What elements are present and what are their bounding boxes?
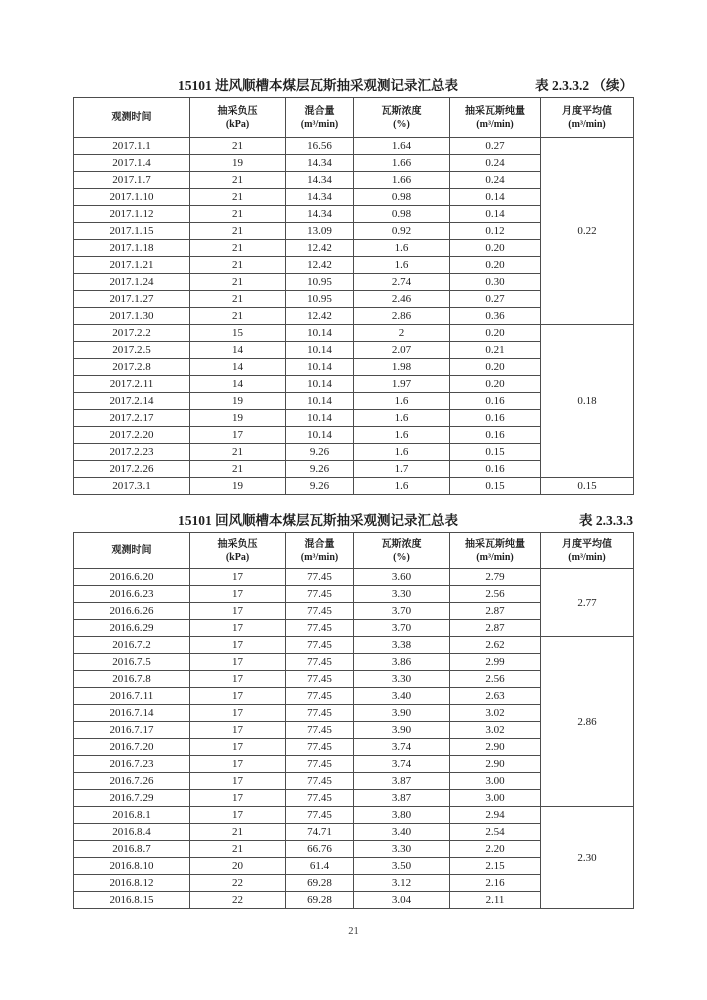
cell-gas-concentration: 2.74 [354, 274, 450, 291]
cell-observation-date: 2017.2.26 [74, 461, 190, 478]
cell-mixed-flow: 77.45 [286, 671, 354, 688]
cell-mixed-flow: 77.45 [286, 722, 354, 739]
column-header-unit: (m³/min) [568, 118, 606, 130]
column-header-name: 混合量 [304, 538, 335, 550]
column-header-name: 抽采负压 [217, 105, 258, 117]
table-row [74, 478, 634, 495]
cell-observation-date: 2017.3.1 [74, 478, 190, 495]
cell-suction-pressure: 17 [190, 790, 286, 807]
cell-mixed-flow: 9.26 [286, 478, 354, 495]
cell-pure-gas-flow: 0.14 [450, 189, 541, 206]
cell-suction-pressure: 17 [190, 654, 286, 671]
cell-gas-concentration: 3.38 [354, 637, 450, 654]
cell-observation-date: 2016.7.2 [74, 637, 190, 654]
cell-gas-concentration: 3.70 [354, 620, 450, 637]
cell-pure-gas-flow: 2.20 [450, 841, 541, 858]
cell-mixed-flow: 77.45 [286, 688, 354, 705]
cell-pure-gas-flow: 2.56 [450, 586, 541, 603]
cell-gas-concentration: 1.6 [354, 444, 450, 461]
cell-pure-gas-flow: 0.16 [450, 410, 541, 427]
cell-suction-pressure: 17 [190, 620, 286, 637]
cell-observation-date: 2017.1.30 [74, 308, 190, 325]
cell-mixed-flow: 10.95 [286, 291, 354, 308]
column-header-unit: (%) [393, 551, 410, 563]
cell-pure-gas-flow: 2.56 [450, 671, 541, 688]
table-header [74, 98, 634, 138]
cell-suction-pressure: 21 [190, 841, 286, 858]
cell-pure-gas-flow: 3.02 [450, 705, 541, 722]
cell-mixed-flow: 10.14 [286, 342, 354, 359]
column-header-unit: (m³/min) [568, 551, 606, 563]
cell-pure-gas-flow: 0.20 [450, 376, 541, 393]
cell-mixed-flow: 77.45 [286, 637, 354, 654]
table-title-return [73, 513, 633, 529]
column-header-name: 抽采负压 [217, 538, 258, 550]
cell-pure-gas-flow: 0.12 [450, 223, 541, 240]
cell-observation-date: 2016.7.23 [74, 756, 190, 773]
table-title-intake [73, 78, 633, 94]
cell-suction-pressure: 17 [190, 722, 286, 739]
cell-gas-concentration: 3.74 [354, 739, 450, 756]
column-header-name: 观测时间 [111, 545, 152, 556]
cell-suction-pressure: 17 [190, 586, 286, 603]
cell-observation-date: 2017.2.17 [74, 410, 190, 427]
column-header [354, 98, 450, 138]
cell-pure-gas-flow: 0.36 [450, 308, 541, 325]
cell-observation-date: 2016.8.7 [74, 841, 190, 858]
cell-observation-date: 2017.1.21 [74, 257, 190, 274]
column-header-name: 月度平均值 [562, 538, 612, 550]
cell-suction-pressure: 17 [190, 603, 286, 620]
cell-mixed-flow: 10.14 [286, 410, 354, 427]
cell-suction-pressure: 17 [190, 773, 286, 790]
cell-pure-gas-flow: 2.63 [450, 688, 541, 705]
gas-extraction-table-return [73, 532, 634, 909]
cell-observation-date: 2016.7.20 [74, 739, 190, 756]
column-header [190, 533, 286, 569]
cell-pure-gas-flow: 2.90 [450, 739, 541, 756]
cell-mixed-flow: 77.45 [286, 654, 354, 671]
cell-suction-pressure: 21 [190, 240, 286, 257]
cell-suction-pressure: 21 [190, 172, 286, 189]
cell-suction-pressure: 17 [190, 569, 286, 586]
cell-mixed-flow: 13.09 [286, 223, 354, 240]
cell-monthly-average: 0.22 [541, 138, 634, 325]
page-content [73, 0, 633, 909]
cell-pure-gas-flow: 2.99 [450, 654, 541, 671]
column-header-unit: (%) [393, 118, 410, 130]
cell-suction-pressure: 21 [190, 189, 286, 206]
cell-observation-date: 2017.1.12 [74, 206, 190, 223]
cell-observation-date: 2016.7.8 [74, 671, 190, 688]
column-header-name: 月度平均值 [562, 105, 612, 117]
cell-suction-pressure: 14 [190, 342, 286, 359]
cell-pure-gas-flow: 2.16 [450, 875, 541, 892]
cell-gas-concentration: 0.92 [354, 223, 450, 240]
cell-observation-date: 2016.8.1 [74, 807, 190, 824]
table-number-label: 表 2.3.3.3 [579, 513, 633, 528]
cell-observation-date: 2017.2.14 [74, 393, 190, 410]
table-body [74, 138, 634, 495]
cell-pure-gas-flow: 2.90 [450, 756, 541, 773]
cell-observation-date: 2017.1.10 [74, 189, 190, 206]
table-row [74, 325, 634, 342]
cell-mixed-flow: 77.45 [286, 586, 354, 603]
cell-pure-gas-flow: 2.87 [450, 603, 541, 620]
cell-suction-pressure: 21 [190, 291, 286, 308]
cell-mixed-flow: 61.4 [286, 858, 354, 875]
cell-mixed-flow: 14.34 [286, 155, 354, 172]
cell-gas-concentration: 1.6 [354, 257, 450, 274]
cell-pure-gas-flow: 0.24 [450, 172, 541, 189]
cell-mixed-flow: 16.56 [286, 138, 354, 155]
cell-observation-date: 2017.2.11 [74, 376, 190, 393]
cell-gas-concentration: 3.30 [354, 586, 450, 603]
cell-pure-gas-flow: 2.11 [450, 892, 541, 909]
cell-pure-gas-flow: 2.54 [450, 824, 541, 841]
cell-monthly-average: 2.77 [541, 569, 634, 637]
column-header-unit: (m³/min) [300, 551, 339, 563]
table-body [74, 569, 634, 909]
cell-suction-pressure: 17 [190, 705, 286, 722]
cell-suction-pressure: 21 [190, 824, 286, 841]
cell-gas-concentration: 3.86 [354, 654, 450, 671]
cell-gas-concentration: 3.90 [354, 705, 450, 722]
cell-suction-pressure: 21 [190, 308, 286, 325]
cell-mixed-flow: 9.26 [286, 461, 354, 478]
cell-monthly-average: 2.30 [541, 807, 634, 909]
cell-pure-gas-flow: 0.16 [450, 427, 541, 444]
cell-suction-pressure: 21 [190, 461, 286, 478]
cell-mixed-flow: 12.42 [286, 240, 354, 257]
table-row [74, 637, 634, 654]
cell-observation-date: 2017.1.7 [74, 172, 190, 189]
cell-suction-pressure: 19 [190, 478, 286, 495]
cell-suction-pressure: 19 [190, 410, 286, 427]
table-title-text: 15101 进风顺槽本煤层瓦斯抽采观测记录汇总表 [177, 78, 459, 93]
cell-observation-date: 2017.2.2 [74, 325, 190, 342]
cell-pure-gas-flow: 0.20 [450, 325, 541, 342]
column-header [74, 98, 190, 138]
cell-observation-date: 2016.6.23 [74, 586, 190, 603]
cell-observation-date: 2017.1.4 [74, 155, 190, 172]
cell-monthly-average: 0.15 [541, 478, 634, 495]
cell-gas-concentration: 1.66 [354, 155, 450, 172]
cell-suction-pressure: 20 [190, 858, 286, 875]
column-header-unit: (m³/min) [476, 551, 514, 563]
cell-mixed-flow: 14.34 [286, 206, 354, 223]
cell-observation-date: 2017.2.8 [74, 359, 190, 376]
column-header [190, 98, 286, 138]
cell-gas-concentration: 3.80 [354, 807, 450, 824]
cell-monthly-average: 2.86 [541, 637, 634, 807]
cell-gas-concentration: 1.6 [354, 410, 450, 427]
cell-gas-concentration: 1.97 [354, 376, 450, 393]
cell-gas-concentration: 2.46 [354, 291, 450, 308]
cell-mixed-flow: 12.42 [286, 308, 354, 325]
column-header [354, 533, 450, 569]
cell-mixed-flow: 10.14 [286, 376, 354, 393]
cell-pure-gas-flow: 2.79 [450, 569, 541, 586]
cell-pure-gas-flow: 2.62 [450, 637, 541, 654]
cell-observation-date: 2016.6.20 [74, 569, 190, 586]
cell-mixed-flow: 69.28 [286, 892, 354, 909]
cell-pure-gas-flow: 0.16 [450, 393, 541, 410]
cell-mixed-flow: 12.42 [286, 257, 354, 274]
cell-pure-gas-flow: 3.00 [450, 773, 541, 790]
cell-observation-date: 2016.8.10 [74, 858, 190, 875]
cell-suction-pressure: 19 [190, 393, 286, 410]
cell-mixed-flow: 14.34 [286, 172, 354, 189]
cell-mixed-flow: 10.14 [286, 393, 354, 410]
cell-pure-gas-flow: 0.15 [450, 478, 541, 495]
cell-gas-concentration: 3.60 [354, 569, 450, 586]
cell-suction-pressure: 17 [190, 739, 286, 756]
cell-gas-concentration: 3.40 [354, 688, 450, 705]
cell-mixed-flow: 77.45 [286, 603, 354, 620]
cell-pure-gas-flow: 2.15 [450, 858, 541, 875]
cell-suction-pressure: 17 [190, 671, 286, 688]
cell-pure-gas-flow: 3.02 [450, 722, 541, 739]
cell-pure-gas-flow: 0.30 [450, 274, 541, 291]
cell-gas-concentration: 2.07 [354, 342, 450, 359]
cell-suction-pressure: 21 [190, 206, 286, 223]
cell-pure-gas-flow: 0.20 [450, 240, 541, 257]
cell-observation-date: 2016.7.17 [74, 722, 190, 739]
cell-mixed-flow: 74.71 [286, 824, 354, 841]
cell-pure-gas-flow: 0.15 [450, 444, 541, 461]
cell-gas-concentration: 3.12 [354, 875, 450, 892]
cell-mixed-flow: 77.45 [286, 807, 354, 824]
table-header [74, 533, 634, 569]
intake-airway-table-section [73, 78, 633, 495]
cell-mixed-flow: 77.45 [286, 705, 354, 722]
cell-gas-concentration: 3.40 [354, 824, 450, 841]
cell-observation-date: 2016.7.26 [74, 773, 190, 790]
column-header [286, 98, 354, 138]
cell-observation-date: 2016.6.26 [74, 603, 190, 620]
column-header-unit: (m³/min) [300, 118, 339, 130]
cell-gas-concentration: 3.74 [354, 756, 450, 773]
cell-mixed-flow: 14.34 [286, 189, 354, 206]
column-header [450, 98, 541, 138]
cell-gas-concentration: 1.6 [354, 240, 450, 257]
cell-observation-date: 2016.7.14 [74, 705, 190, 722]
cell-mixed-flow: 77.45 [286, 739, 354, 756]
cell-suction-pressure: 19 [190, 155, 286, 172]
cell-gas-concentration: 1.66 [354, 172, 450, 189]
table-row [74, 138, 634, 155]
cell-mixed-flow: 77.45 [286, 569, 354, 586]
cell-gas-concentration: 1.6 [354, 427, 450, 444]
column-header-unit: (kPa) [225, 118, 250, 130]
gas-extraction-table-intake [73, 97, 634, 495]
column-header-unit: (m³/min) [476, 118, 514, 130]
cell-suction-pressure: 17 [190, 637, 286, 654]
header-row [74, 533, 634, 569]
cell-mixed-flow: 9.26 [286, 444, 354, 461]
cell-pure-gas-flow: 0.16 [450, 461, 541, 478]
cell-observation-date: 2017.1.15 [74, 223, 190, 240]
cell-gas-concentration: 1.6 [354, 478, 450, 495]
cell-observation-date: 2017.1.27 [74, 291, 190, 308]
cell-observation-date: 2016.6.29 [74, 620, 190, 637]
cell-suction-pressure: 21 [190, 444, 286, 461]
column-header-name: 抽采瓦斯纯量 [465, 538, 525, 550]
cell-suction-pressure: 14 [190, 376, 286, 393]
cell-observation-date: 2016.8.15 [74, 892, 190, 909]
cell-pure-gas-flow: 0.27 [450, 138, 541, 155]
column-header [450, 533, 541, 569]
cell-mixed-flow: 10.14 [286, 359, 354, 376]
cell-gas-concentration: 3.30 [354, 671, 450, 688]
header-row [74, 98, 634, 138]
cell-pure-gas-flow: 3.00 [450, 790, 541, 807]
column-header-name: 观测时间 [111, 112, 152, 123]
table-row [74, 807, 634, 824]
cell-suction-pressure: 14 [190, 359, 286, 376]
cell-mixed-flow: 77.45 [286, 620, 354, 637]
return-airway-table-section [73, 513, 633, 909]
cell-mixed-flow: 77.45 [286, 773, 354, 790]
cell-gas-concentration: 1.64 [354, 138, 450, 155]
cell-pure-gas-flow: 0.14 [450, 206, 541, 223]
cell-gas-concentration: 3.30 [354, 841, 450, 858]
cell-suction-pressure: 17 [190, 807, 286, 824]
cell-gas-concentration: 0.98 [354, 189, 450, 206]
cell-observation-date: 2017.2.23 [74, 444, 190, 461]
cell-suction-pressure: 22 [190, 875, 286, 892]
cell-suction-pressure: 17 [190, 427, 286, 444]
cell-gas-concentration: 1.7 [354, 461, 450, 478]
cell-mixed-flow: 69.28 [286, 875, 354, 892]
cell-pure-gas-flow: 2.87 [450, 620, 541, 637]
cell-observation-date: 2017.1.18 [74, 240, 190, 257]
cell-suction-pressure: 21 [190, 223, 286, 240]
cell-gas-concentration: 1.98 [354, 359, 450, 376]
cell-gas-concentration: 1.6 [354, 393, 450, 410]
cell-gas-concentration: 3.87 [354, 790, 450, 807]
cell-suction-pressure: 21 [190, 257, 286, 274]
cell-observation-date: 2017.1.24 [74, 274, 190, 291]
cell-observation-date: 2016.8.4 [74, 824, 190, 841]
cell-suction-pressure: 21 [190, 274, 286, 291]
column-header [286, 533, 354, 569]
cell-gas-concentration: 2.86 [354, 308, 450, 325]
cell-observation-date: 2016.7.5 [74, 654, 190, 671]
cell-observation-date: 2017.2.5 [74, 342, 190, 359]
cell-gas-concentration: 0.98 [354, 206, 450, 223]
cell-mixed-flow: 10.95 [286, 274, 354, 291]
cell-mixed-flow: 77.45 [286, 790, 354, 807]
cell-mixed-flow: 10.14 [286, 427, 354, 444]
table-number-label: 表 2.3.3.2 （续） [535, 78, 633, 93]
column-header-name: 混合量 [304, 105, 335, 117]
cell-gas-concentration: 3.50 [354, 858, 450, 875]
column-header [74, 533, 190, 569]
column-header-name: 瓦斯浓度 [381, 105, 422, 117]
cell-observation-date: 2016.8.12 [74, 875, 190, 892]
page-number: 21 [348, 926, 359, 937]
cell-suction-pressure: 22 [190, 892, 286, 909]
cell-pure-gas-flow: 0.20 [450, 257, 541, 274]
table-row [74, 569, 634, 586]
cell-observation-date: 2017.1.1 [74, 138, 190, 155]
cell-pure-gas-flow: 0.21 [450, 342, 541, 359]
column-header-name: 瓦斯浓度 [381, 538, 422, 550]
cell-mixed-flow: 77.45 [286, 756, 354, 773]
cell-suction-pressure: 17 [190, 756, 286, 773]
column-header [541, 533, 634, 569]
cell-observation-date: 2016.7.11 [74, 688, 190, 705]
cell-pure-gas-flow: 0.24 [450, 155, 541, 172]
cell-pure-gas-flow: 2.94 [450, 807, 541, 824]
cell-gas-concentration: 3.04 [354, 892, 450, 909]
cell-gas-concentration: 2 [354, 325, 450, 342]
column-header-unit: (kPa) [225, 551, 250, 563]
cell-gas-concentration: 3.70 [354, 603, 450, 620]
cell-pure-gas-flow: 0.20 [450, 359, 541, 376]
column-header-name: 抽采瓦斯纯量 [465, 105, 525, 117]
cell-pure-gas-flow: 0.27 [450, 291, 541, 308]
cell-mixed-flow: 66.76 [286, 841, 354, 858]
cell-observation-date: 2017.2.20 [74, 427, 190, 444]
cell-suction-pressure: 15 [190, 325, 286, 342]
cell-observation-date: 2016.7.29 [74, 790, 190, 807]
cell-mixed-flow: 10.14 [286, 325, 354, 342]
column-header [541, 98, 634, 138]
cell-gas-concentration: 3.90 [354, 722, 450, 739]
cell-monthly-average: 0.18 [541, 325, 634, 478]
cell-suction-pressure: 17 [190, 688, 286, 705]
cell-suction-pressure: 21 [190, 138, 286, 155]
cell-gas-concentration: 3.87 [354, 773, 450, 790]
table-title-text: 15101 回风顺槽本煤层瓦斯抽采观测记录汇总表 [177, 513, 459, 528]
